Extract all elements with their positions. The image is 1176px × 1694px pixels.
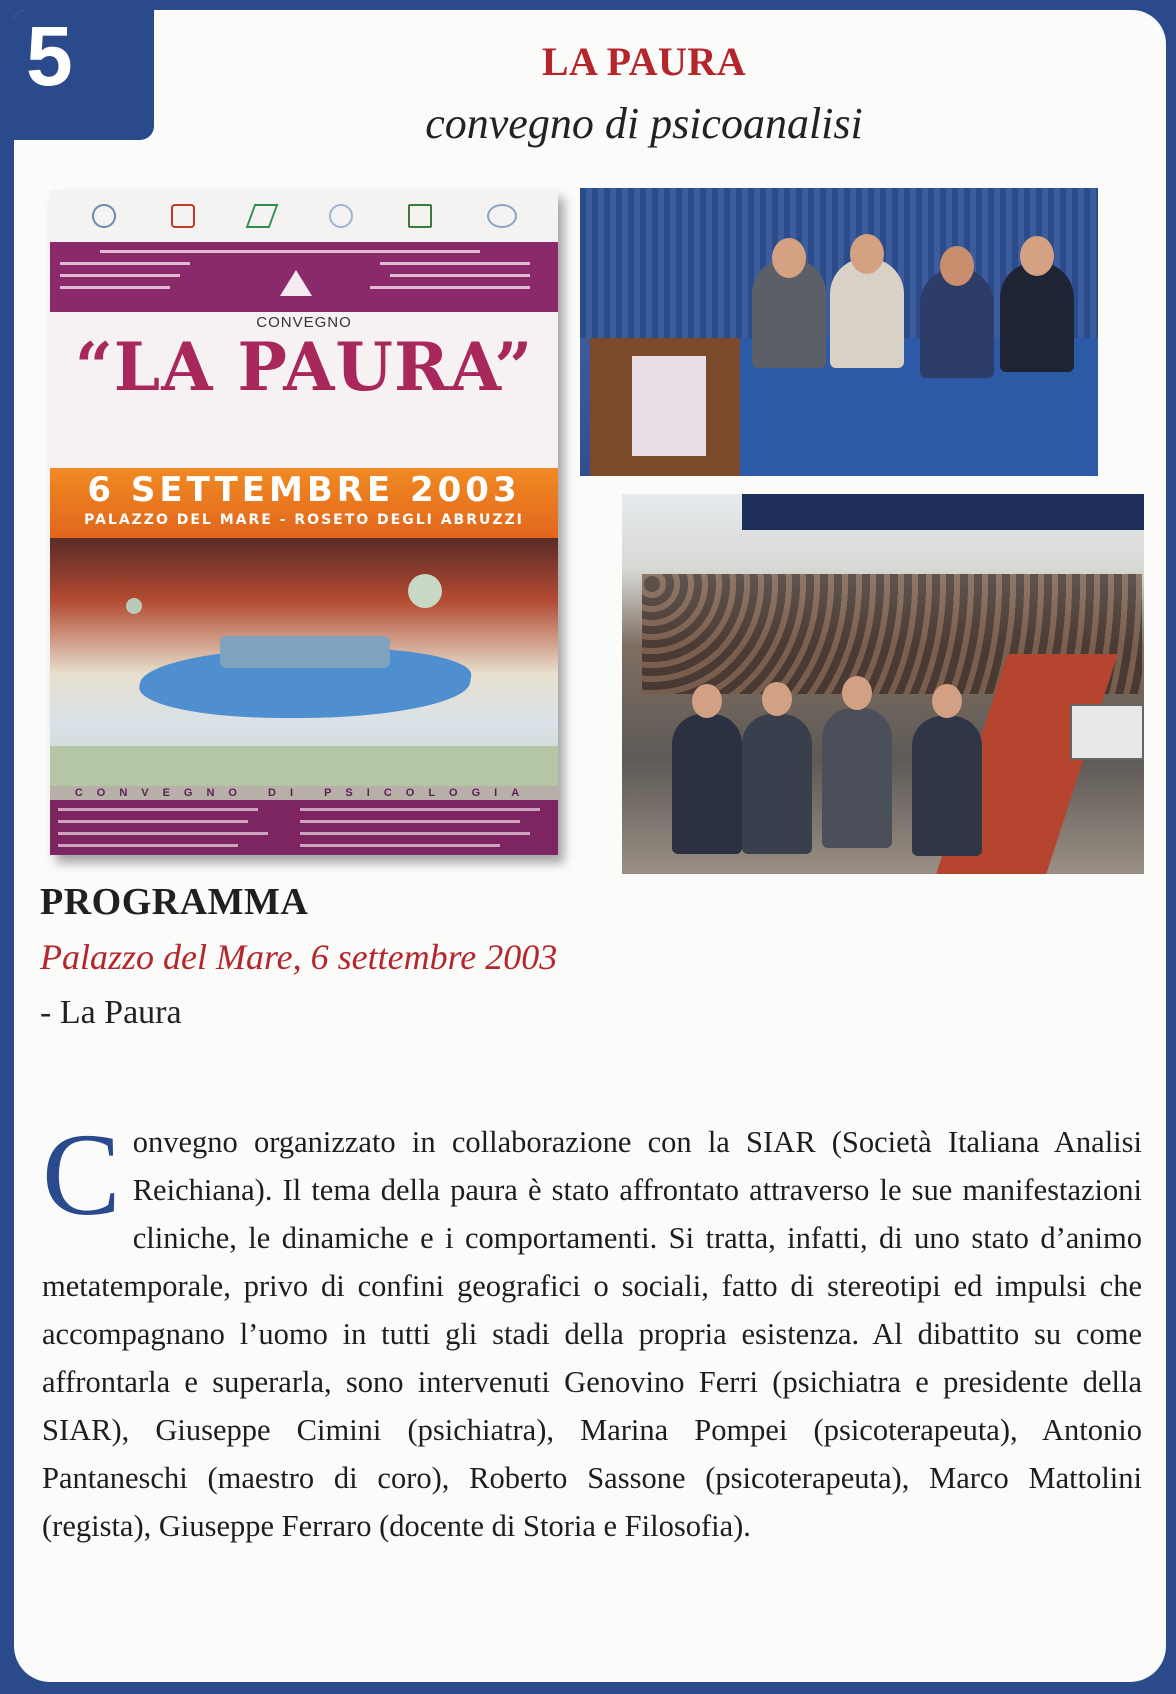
drop-cap: C	[42, 1109, 121, 1240]
poster-title: “LA PAURA”	[74, 328, 534, 406]
article-paragraph: onvegno organizzato in collaborazione con la SIAR (Società Italiana Analisi Reichiana). Il tema della paura è stato affrontato attraverso le sue manifestazioni cliniche, le dinamiche e i comportamenti. Si tratta, infatti, di uno stato d’animo metatemporale, privo di confini geografici o sociali, fatto di stereotipi ed impulsi che accompagnano l’uomo in tutti gli stadi della propria esistenza. Al dibattito su come affrontarla e superarla, sono intervenuti Genovino Ferri (psichiatra e presidente della SIAR), Giuseppe Cimini (psichiatra), Marina Pompei (psicoterapeuta), Antonio Pantaneschi (maestro di coro), Roberto Sassone (psicoterapeuta), Marco Mattolini (regista), Giuseppe Ferraro (docente di Storia e Filosofia).	[42, 1125, 1142, 1543]
poster-artwork	[50, 538, 558, 786]
event-poster-image	[50, 190, 558, 855]
sponsor-logo-icon	[171, 204, 195, 228]
poster-sponsor-logos	[50, 190, 558, 242]
organizer-logo-icon	[280, 270, 312, 296]
magazine-page	[14, 10, 1166, 1682]
poster-program	[50, 786, 558, 855]
article-subtitle: convegno di psicoanalisi	[425, 99, 863, 148]
sponsor-logo-icon	[487, 204, 517, 228]
sponsor-logo-icon	[329, 204, 353, 228]
poster-program-band: CONVEGNO DI PSICOLOGIA	[50, 786, 558, 800]
program-heading: PROGRAMMA	[40, 881, 309, 923]
speakers-panel-photo	[580, 188, 1098, 476]
sponsor-logo-icon	[408, 204, 432, 228]
article-body	[42, 1109, 1142, 1550]
poster-place: PALAZZO DEL MARE - ROSETO DEGLI ABRUZZI	[84, 512, 524, 528]
poster-date: 6 SETTEMBRE 2003	[87, 470, 521, 510]
sponsor-logo-icon	[245, 204, 278, 228]
poster-convegno-label: CONVEGNO	[256, 314, 352, 331]
page-number: 5	[26, 10, 73, 103]
program-topic: - La Paura	[40, 994, 182, 1031]
page-number-tab	[14, 10, 154, 140]
program-place-date: Palazzo del Mare, 6 settembre 2003	[40, 937, 558, 977]
article-title: LA PAURA	[541, 39, 747, 84]
sponsor-logo-icon	[92, 204, 116, 228]
audience-photo	[622, 494, 1144, 874]
